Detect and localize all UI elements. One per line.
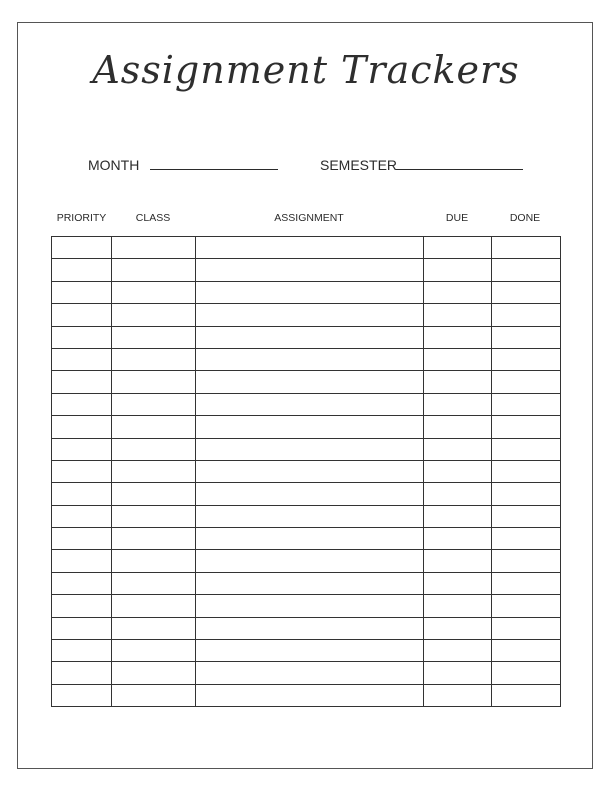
cell-class[interactable] — [112, 662, 196, 684]
cell-due[interactable] — [424, 684, 492, 706]
cell-priority[interactable] — [52, 304, 112, 326]
cell-assignment[interactable] — [196, 572, 424, 594]
cell-priority[interactable] — [52, 595, 112, 617]
cell-priority[interactable] — [52, 528, 112, 550]
cell-class[interactable] — [112, 326, 196, 348]
table-row — [52, 393, 561, 415]
cell-assignment[interactable] — [196, 662, 424, 684]
month-field[interactable] — [150, 169, 278, 170]
cell-done[interactable] — [492, 326, 561, 348]
column-header-due: DUE — [445, 212, 469, 224]
semester-field[interactable] — [396, 169, 523, 170]
semester-label: SEMESTER — [320, 157, 398, 173]
table-row — [52, 483, 561, 505]
cell-due[interactable] — [424, 662, 492, 684]
cell-due[interactable] — [424, 438, 492, 460]
cell-class[interactable] — [112, 237, 196, 259]
cell-done[interactable] — [492, 662, 561, 684]
table-row — [52, 505, 561, 527]
cell-assignment[interactable] — [196, 438, 424, 460]
cell-done[interactable] — [492, 348, 561, 370]
cell-due[interactable] — [424, 483, 492, 505]
cell-class[interactable] — [112, 483, 196, 505]
cell-priority[interactable] — [52, 662, 112, 684]
cell-done[interactable] — [492, 393, 561, 415]
cell-done[interactable] — [492, 505, 561, 527]
cell-done[interactable] — [492, 237, 561, 259]
cell-class[interactable] — [112, 304, 196, 326]
cell-due[interactable] — [424, 326, 492, 348]
cell-priority[interactable] — [52, 326, 112, 348]
cell-done[interactable] — [492, 416, 561, 438]
cell-assignment[interactable] — [196, 371, 424, 393]
cell-due[interactable] — [424, 595, 492, 617]
cell-class[interactable] — [112, 572, 196, 594]
table-row — [52, 304, 561, 326]
page-title: Assignment Trackers — [92, 48, 520, 92]
table-row — [52, 640, 561, 662]
cell-due[interactable] — [424, 640, 492, 662]
table-row — [52, 438, 561, 460]
cell-class[interactable] — [112, 348, 196, 370]
cell-done[interactable] — [492, 371, 561, 393]
table-row — [52, 326, 561, 348]
cell-class[interactable] — [112, 528, 196, 550]
cell-priority[interactable] — [52, 572, 112, 594]
column-header-assignment: ASSIGNMENT — [274, 212, 344, 224]
column-header-done: DONE — [509, 212, 541, 224]
cell-due[interactable] — [424, 550, 492, 572]
cell-assignment[interactable] — [196, 460, 424, 482]
cell-done[interactable] — [492, 438, 561, 460]
cell-done[interactable] — [492, 572, 561, 594]
cell-done[interactable] — [492, 259, 561, 281]
cell-assignment[interactable] — [196, 528, 424, 550]
cell-priority[interactable] — [52, 483, 112, 505]
cell-assignment[interactable] — [196, 393, 424, 415]
cell-priority[interactable] — [52, 237, 112, 259]
cell-assignment[interactable] — [196, 550, 424, 572]
cell-due[interactable] — [424, 237, 492, 259]
cell-priority[interactable] — [52, 371, 112, 393]
cell-done[interactable] — [492, 550, 561, 572]
cell-priority[interactable] — [52, 505, 112, 527]
table-row — [52, 528, 561, 550]
table-row — [52, 662, 561, 684]
column-header-priority: PRIORITY — [56, 212, 107, 224]
cell-priority[interactable] — [52, 259, 112, 281]
cell-assignment[interactable] — [196, 348, 424, 370]
cell-due[interactable] — [424, 393, 492, 415]
cell-priority[interactable] — [52, 550, 112, 572]
cell-priority[interactable] — [52, 393, 112, 415]
cell-class[interactable] — [112, 416, 196, 438]
table-row — [52, 684, 561, 706]
cell-class[interactable] — [112, 617, 196, 639]
cell-done[interactable] — [492, 483, 561, 505]
cell-done[interactable] — [492, 617, 561, 639]
column-header-class: CLASS — [135, 212, 171, 224]
table-row — [52, 348, 561, 370]
cell-assignment[interactable] — [196, 617, 424, 639]
cell-class[interactable] — [112, 640, 196, 662]
table-row — [52, 371, 561, 393]
cell-done[interactable] — [492, 281, 561, 303]
table-row — [52, 237, 561, 259]
cell-done[interactable] — [492, 595, 561, 617]
cell-done[interactable] — [492, 640, 561, 662]
cell-done[interactable] — [492, 304, 561, 326]
cell-assignment[interactable] — [196, 416, 424, 438]
cell-done[interactable] — [492, 528, 561, 550]
cell-due[interactable] — [424, 416, 492, 438]
cell-assignment[interactable] — [196, 595, 424, 617]
cell-class[interactable] — [112, 550, 196, 572]
table-row — [52, 259, 561, 281]
cell-due[interactable] — [424, 505, 492, 527]
cell-due[interactable] — [424, 348, 492, 370]
cell-class[interactable] — [112, 595, 196, 617]
cell-done[interactable] — [492, 684, 561, 706]
cell-assignment[interactable] — [196, 237, 424, 259]
cell-priority[interactable] — [52, 684, 112, 706]
cell-class[interactable] — [112, 393, 196, 415]
cell-priority[interactable] — [52, 416, 112, 438]
cell-priority[interactable] — [52, 640, 112, 662]
cell-class[interactable] — [112, 371, 196, 393]
table-row — [52, 281, 561, 303]
cell-assignment[interactable] — [196, 304, 424, 326]
cell-class[interactable] — [112, 460, 196, 482]
cell-class[interactable] — [112, 438, 196, 460]
cell-priority[interactable] — [52, 617, 112, 639]
table-row — [52, 572, 561, 594]
cell-due[interactable] — [424, 617, 492, 639]
cell-due[interactable] — [424, 259, 492, 281]
cell-assignment[interactable] — [196, 640, 424, 662]
cell-class[interactable] — [112, 259, 196, 281]
cell-assignment[interactable] — [196, 684, 424, 706]
cell-priority[interactable] — [52, 438, 112, 460]
cell-due[interactable] — [424, 528, 492, 550]
month-label: MONTH — [88, 157, 140, 173]
cell-priority[interactable] — [52, 460, 112, 482]
cell-class[interactable] — [112, 684, 196, 706]
cell-class[interactable] — [112, 281, 196, 303]
cell-assignment[interactable] — [196, 326, 424, 348]
cell-priority[interactable] — [52, 281, 112, 303]
cell-due[interactable] — [424, 572, 492, 594]
assignment-table — [51, 236, 561, 707]
cell-assignment[interactable] — [196, 281, 424, 303]
cell-class[interactable] — [112, 505, 196, 527]
cell-assignment[interactable] — [196, 505, 424, 527]
table-row — [52, 460, 561, 482]
table-row — [52, 416, 561, 438]
cell-done[interactable] — [492, 460, 561, 482]
cell-due[interactable] — [424, 371, 492, 393]
cell-priority[interactable] — [52, 348, 112, 370]
cell-assignment[interactable] — [196, 483, 424, 505]
table-row — [52, 595, 561, 617]
cell-due[interactable] — [424, 304, 492, 326]
cell-due[interactable] — [424, 281, 492, 303]
cell-due[interactable] — [424, 460, 492, 482]
table-row — [52, 550, 561, 572]
cell-assignment[interactable] — [196, 259, 424, 281]
table-row — [52, 617, 561, 639]
assignment-table-body — [52, 237, 561, 707]
